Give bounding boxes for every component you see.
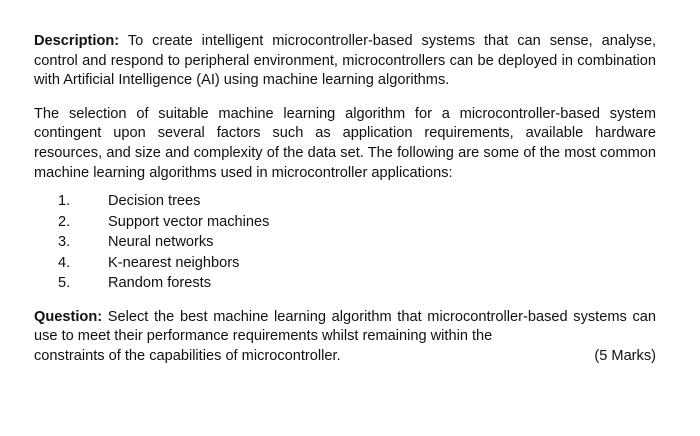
- question-paragraph: [34, 308, 656, 347]
- algorithm-list: [34, 191, 656, 294]
- list-item: [58, 212, 656, 233]
- list-item-number: 5.: [58, 275, 71, 292]
- list-item-label: K-nearest neighbors: [108, 254, 240, 271]
- list-item-number: 3.: [58, 234, 71, 251]
- selection-paragraph: The selection of suitable machine learning algorithm for a microcontroller-based system contingent upon several factors such as application requirements, available hardware resources, and size and complexity of the data set. The following are some of the most common machine learning algorithms used in microcontroller applications:: [34, 105, 656, 181]
- list-item: [58, 232, 656, 253]
- description-text: To create intelligent microcontroller-based systems that can sense, analyse, control and respond to peripheral environment, microcontrollers can be deployed in combination with Artificial Intelligence (AI) using machine learning algorithms.: [34, 33, 656, 89]
- question-block: [34, 308, 656, 367]
- question-last-line-text: constraints of the capabilities of microcontroller.: [34, 347, 341, 364]
- list-item-label: Random forests: [108, 275, 212, 292]
- description-label: Description:: [34, 33, 120, 49]
- description-paragraph: [34, 32, 656, 91]
- list-item-label: Support vector machines: [108, 213, 270, 230]
- list-item-label: Decision trees: [108, 193, 201, 210]
- list-item-number: 4.: [58, 254, 71, 271]
- question-label: Question:: [34, 308, 103, 325]
- list-item-number: 2.: [58, 213, 71, 230]
- list-item: [58, 253, 656, 274]
- marks-label: (5 Marks): [594, 347, 656, 364]
- list-item: [58, 273, 656, 294]
- list-item-number: 1.: [58, 193, 71, 210]
- question-text: Select the best machine learning algorithm that microcontroller-based systems can use to meet their performance requirements whilst remaining within the: [34, 308, 656, 345]
- list-item-label: Neural networks: [108, 234, 214, 251]
- question-last-line: [34, 347, 656, 367]
- list-item: [58, 191, 656, 212]
